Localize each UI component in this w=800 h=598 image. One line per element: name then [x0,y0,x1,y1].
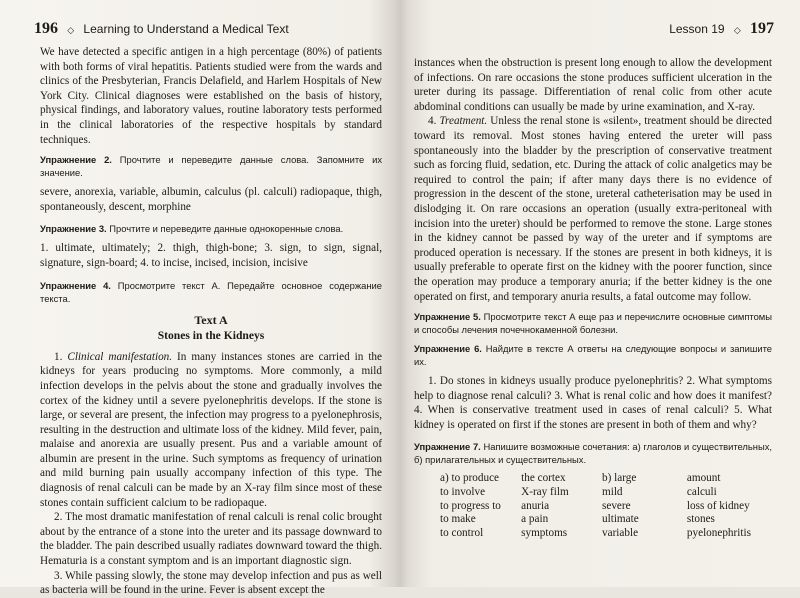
left-page-number: 196 [34,20,58,37]
exercise-3-words: 1. ultimate, ultimately; 2. thigh, thigh-bone; 3. sign, to sign, signal, signature, sign-board; 4. to incise, incised, incision, incisive [40,242,382,269]
right-page [400,0,800,587]
paragraph-4-text: Unless the renal stone is «silent», treatment should be directed toward its removal. Most stones having entered the ureter will pass spontaneously into the bladder by the prescription of conservative treatment such as forcing fluid, sedation, etc. During the attack of colic analgetics may be required to control the pain; if after many days there is no evidence of progression in the descent of the stone, ureteral catheterisation may be used in dislodging it. On rare occasions an operation (usually extra-peritoneal with incision into the ureter) should be performed to remove the stone. Large stones in the kidney cannot be passed by way of the ureter and if symptoms are produced operation is necessary. If the stones are present in both kidneys, it is usually preferable to operate first on the kidney with the poorer function, since the operation may produce a temporary anuria; if the better kidney is the one operated on first, and temporary anuria results, a fatal outcome may follow. [414,115,773,303]
exercise-6-instruction: Найдите в тексте А ответы на следующие вопросы и запишите их. [414,343,772,368]
exercise-7-label: Упражнение 7. [414,441,481,453]
left-page [0,0,394,597]
exercise-2-words: severe, anorexia, variable, albumin, calculus (pl. calculi) radiopaque, thigh, spontaneously, descent, morphine [40,186,382,213]
paragraph-1 [40,350,382,511]
exercise-2 [40,153,382,179]
combinations-table [440,472,772,540]
adjective-cell: b) large [602,472,637,485]
paragraph-1-number: 1. [54,350,68,363]
combinations-row [440,472,772,486]
right-page-header [669,20,774,38]
paragraph-4-number: 4. [428,115,440,128]
left-running-title: Learning to Understand a Medical Text [83,22,289,36]
text-heading: Text A [194,312,228,327]
noun-cell: stones [686,513,715,526]
combinations-row [440,500,772,514]
paragraph-4-term: Treatment. [439,115,488,128]
combinations-row [440,527,772,541]
adjective-cell: ultimate [602,513,639,526]
paragraph-1-term: Clinical manifestation. [67,350,173,363]
paragraph-4 [414,114,772,304]
adjective-cell: severe [602,499,631,512]
exercise-6-label: Упражнение 6. [414,343,482,355]
exercise-5-label: Упражнение 5. [414,311,481,323]
noun-cell: a pain [521,513,549,526]
noun-cell: pyelonephritis [686,526,751,539]
verb-cell: to progress to [440,499,501,512]
text-subheading: Stones in the Kidneys [157,329,265,343]
verb-cell: to involve [440,486,486,499]
paragraph-1-text: In many instances stones are carried in the kidneys for years producing no symptoms. More commonly, a mild infection develops in the pelvis about the stone and gradually involves the cortex of the kidney until a severe pyelonephritis develops. If the stone is large, or several are present, the infection may progress to a pyelonephrosis, resulting in the destruction and ultimate loss of the kidney. Mild fever, pain, malaise and anorexia are usually present. Pus and a variable amount of albumin are present in the urine. Such symptoms as frequency of urination and mild burning pain usually accompany infection of this type. The diagnosis of renal calculi can be made by an X-ray film since most of these stones contain sufficient calcium to be radiopaque. [40,350,382,509]
adjective-cell: variable [602,526,639,539]
noun-cell: X-ray film [521,486,569,499]
paragraph-3: 3. While passing slowly, the stone may develop infection and pus as well as bacteria will be found in the urine. Fever is absent except the [40,569,382,597]
verb-cell: a) to produce [440,472,500,485]
noun-cell: loss of kidney [686,499,750,512]
verb-cell: to make [440,513,476,526]
exercise-7-instruction: Напишите возможные сочетания: а) глаголов и существительных, б) прилагательных и существительных. [414,441,772,466]
exercise-5 [414,310,772,336]
adjective-cell: mild [602,486,623,499]
intro-paragraph: We have detected a specific antigen in a high percentage (80%) of patients with both forms of viral hepatitis. Patients studied were from the wards and clinics of the Presbyterian, Francis Delafield, and Harlem Hospitals of New York City. Clinical diagnoses were established on the basis of history, physical findings, and laboratory values, routine laboratory tests performed in the clinical laboratories of the respective hospitals by standard techniques. [40,46,382,146]
left-page-body [40,45,382,598]
verb-cell: to control [440,526,484,539]
right-page-body [414,56,772,540]
exercise-2-instruction: Прочтите и переведите данные слова. Запомните их значение. [40,154,382,179]
exercise-5-instruction: Просмотрите текст А еще раз и перечислите основные симптомы и способы лечения почечнокаменной болезни. [414,311,772,336]
diamond-separator-icon: ◇ [733,25,741,35]
noun-cell: symptoms [521,526,568,539]
exercise-4-instruction: Просмотрите текст А. Передайте основное содержание текста. [40,279,383,304]
exercise-6-questions: 1. Do stones in kidneys usually produce pyelonephritis? 2. What symptoms help to diagnose renal calculi? 3. What is renal colic and how does it manifest? 4. When is conservative treatment used in cases of renal calculi? 5. What kidney is operated on first if the stones are present in both of them and why? [414,375,772,431]
paragraph-2: 2. The most dramatic manifestation of renal calculi is renal colic brought about by the entrance of a stone into the ureter and its passage downward to the bladder. The pain described usually radiates downward toward the thigh. Hematuria is a constant symptom and is an important diagnostic sign. [40,511,382,568]
exercise-3-label: Упражнение 3. [40,223,107,235]
exercise-4 [40,279,382,305]
exercise-7 [414,440,772,466]
noun-cell: the cortex [521,472,566,485]
combinations-row [440,513,772,527]
noun-cell: calculi [686,486,717,499]
exercise-3 [40,222,382,235]
continuation-paragraph: instances when the obstruction is present long enough to allow the development of infections. On rare occasions the stone produces sufficient ulceration in the ureter during its passage. Differentiation of renal colic from other acute abdominal conditions can usually be made by urine examination, and X-ray. [414,57,772,113]
right-running-title: Lesson 19 [669,22,725,36]
diamond-separator-icon: ◇ [67,25,75,35]
exercise-2-label: Упражнение 2. [40,154,112,166]
noun-cell: anuria [521,499,550,512]
noun-cell: amount [686,472,721,485]
right-page-number: 197 [750,20,774,37]
combinations-row [440,486,772,500]
left-page-header [34,20,289,38]
exercise-6 [414,342,772,368]
exercise-4-label: Упражнение 4. [40,279,111,291]
exercise-3-instruction: Прочтите и переведите данные однокоренные слова. [109,223,344,235]
